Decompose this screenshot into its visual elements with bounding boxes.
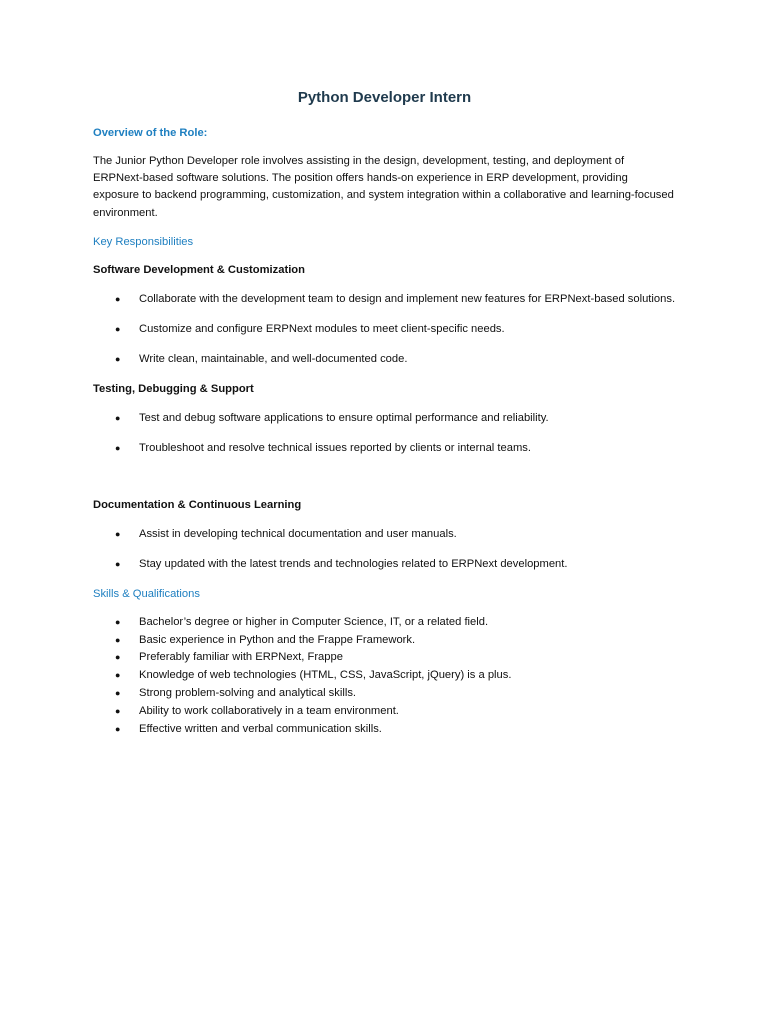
bullet-icon: ● [115, 652, 121, 663]
skills-heading: Skills & Qualifications [93, 587, 200, 600]
responsibilities-heading: Key Responsibilities [93, 235, 194, 248]
bullet-icon: ● [115, 688, 121, 698]
bullet-icon: ● [115, 442, 121, 453]
list-item-text: Bachelor’s degree or higher in Computer Science, IT, or a related field. [139, 615, 489, 628]
list-item-text: Strong problem-solving and analytical skills. [139, 687, 357, 699]
bullet-icon: ● [115, 705, 121, 716]
list-item [93, 410, 676, 427]
bullet-icon: ● [115, 353, 121, 364]
section-heading-documentation: Documentation & Continuous Learning [93, 498, 302, 511]
overview-heading: Overview of the Role: [93, 127, 208, 139]
list-item-text: Collaborate with the development team to design and implement new features for ERPNext-based solutions. [139, 292, 676, 305]
list-item-text: Basic experience in Python and the Frappe Framework. [139, 633, 416, 646]
list-item [93, 556, 676, 573]
list-item [93, 614, 676, 632]
list-item [93, 649, 676, 667]
section-heading-testing-debugging: Testing, Debugging & Support [93, 382, 254, 395]
bullet-icon: ● [115, 323, 121, 334]
list-item-text: Knowledge of web technologies (HTML, CSS, JavaScript, jQuery) is a plus. [139, 669, 512, 682]
list-item [93, 526, 676, 543]
list-item [93, 291, 676, 308]
list-item-text: Ability to work collaboratively in a team environment. [139, 704, 399, 717]
list-item-text: Customize and configure ERPNext modules to meet client-specific needs. [139, 322, 505, 335]
bullet-icon: ● [115, 293, 121, 304]
list-item-text: Effective written and verbal communication skills. [139, 722, 382, 735]
testing-debugging-list [93, 410, 676, 457]
overview-paragraph: The Junior Python Developer role involves assisting in the design, development, testing, and deployment of ERPNext-based software solutions. The position offers hands-on experience in ERP development, providing exposure to backend programming, customization, and system integration within a collaborative and learning-focused environment. [93, 155, 674, 219]
list-item-text: Test and debug software applications to ensure optimal performance and reliability. [139, 411, 549, 424]
list-item-text: Assist in developing technical documentation and user manuals. [139, 527, 457, 540]
list-item-text: Preferably familiar with ERPNext, Frappe [139, 651, 343, 664]
list-item [93, 685, 676, 703]
list-item [93, 721, 676, 739]
document-title: Python Developer Intern [297, 89, 472, 106]
bullet-icon: ● [115, 558, 121, 569]
software-development-list [93, 291, 676, 368]
list-item-text: Stay updated with the latest trends and technologies related to ERPNext development. [139, 557, 568, 570]
list-item [93, 632, 676, 650]
list-item-text: Write clean, maintainable, and well-documented code. [139, 352, 408, 365]
bullet-icon: ● [115, 634, 121, 645]
bullet-icon: ● [115, 616, 121, 627]
documentation-list [93, 526, 676, 573]
section-heading-software-development: Software Development & Customization [93, 263, 305, 276]
skills-list [93, 614, 676, 739]
bullet-icon: ● [115, 528, 121, 539]
section-spacer [93, 470, 676, 497]
list-item [93, 703, 676, 721]
list-item [93, 667, 676, 685]
list-item-text: Troubleshoot and resolve technical issues reported by clients or internal teams. [139, 441, 531, 454]
list-item [93, 351, 676, 368]
bullet-icon: ● [115, 670, 121, 681]
list-item [93, 321, 676, 338]
bullet-icon: ● [115, 723, 121, 734]
list-item [93, 440, 676, 457]
bullet-icon: ● [115, 412, 121, 423]
